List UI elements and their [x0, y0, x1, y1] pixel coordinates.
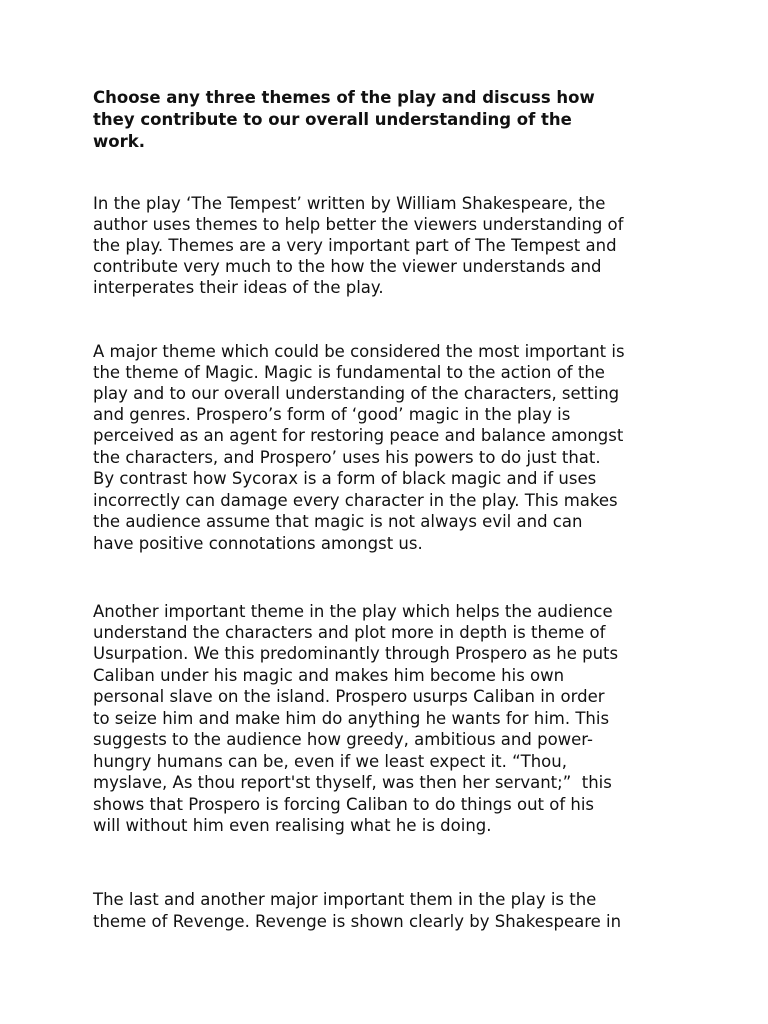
paragraph-line: and genres. Prospero’s form of ‘good’ magic in the play is: [93, 405, 571, 424]
paragraph-line: the play. Themes are a very important part of The Tempest and: [93, 236, 617, 255]
paragraph-line: Caliban under his magic and makes him become his own: [93, 666, 565, 685]
paragraph-line: the audience assume that magic is not always evil and can: [93, 512, 583, 531]
paragraph-line: to seize him and make him do anything he wants for him. This: [93, 709, 610, 728]
paragraph-line: interperates their ideas of the play.: [93, 278, 384, 297]
paragraph-line: A major theme which could be considered the most important is: [93, 342, 625, 361]
heading-line: Choose any three themes of the play and discuss how: [93, 88, 595, 107]
paragraph-line: play and to our overall understanding of the characters, setting: [93, 384, 620, 403]
paragraph-line: have positive connotations amongst us.: [93, 534, 423, 553]
paragraph-line: will without him even realising what he is doing.: [93, 816, 492, 835]
paragraph-line: the theme of Magic. Magic is fundamental to the action of the: [93, 363, 605, 382]
paragraph-line: theme of Revenge. Revenge is shown clearly by Shakespeare in: [93, 912, 622, 931]
paragraph-line: In the play ‘The Tempest’ written by William Shakespeare, the: [93, 194, 606, 213]
paragraph-line: shows that Prospero is forcing Caliban to do things out of his: [93, 795, 595, 814]
paragraph-line: the characters, and Prospero’ uses his powers to do just that.: [93, 448, 601, 467]
paragraph-line: perceived as an agent for restoring peace and balance amongst: [93, 426, 624, 445]
heading-line: they contribute to our overall understanding of the: [93, 110, 572, 129]
paragraph-line: Usurpation. We this predominantly through Prospero as he puts: [93, 644, 619, 663]
paragraph-line: incorrectly can damage every character in the play. This makes: [93, 491, 618, 510]
paragraph-line: personal slave on the island. Prospero usurps Caliban in order: [93, 687, 605, 706]
paragraph-line: suggests to the audience how greedy, ambitious and power-: [93, 730, 593, 749]
paragraph-line: Another important theme in the play which helps the audience: [93, 602, 613, 621]
paragraph-line: myslave, As thou report'st thyself, was then her servant;” this: [93, 773, 612, 792]
paragraph-line: By contrast how Sycorax is a form of black magic and if uses: [93, 469, 597, 488]
paragraph-line: hungry humans can be, even if we least expect it. “Thou,: [93, 752, 567, 771]
paragraph-line: contribute very much to the how the viewer understands and: [93, 257, 602, 276]
heading-line: work.: [93, 132, 145, 151]
paragraph-line: author uses themes to help better the viewers understanding of: [93, 215, 624, 234]
paragraph-line: The last and another major important them in the play is the: [93, 890, 597, 909]
paragraph-line: understand the characters and plot more in depth is theme of: [93, 623, 606, 642]
